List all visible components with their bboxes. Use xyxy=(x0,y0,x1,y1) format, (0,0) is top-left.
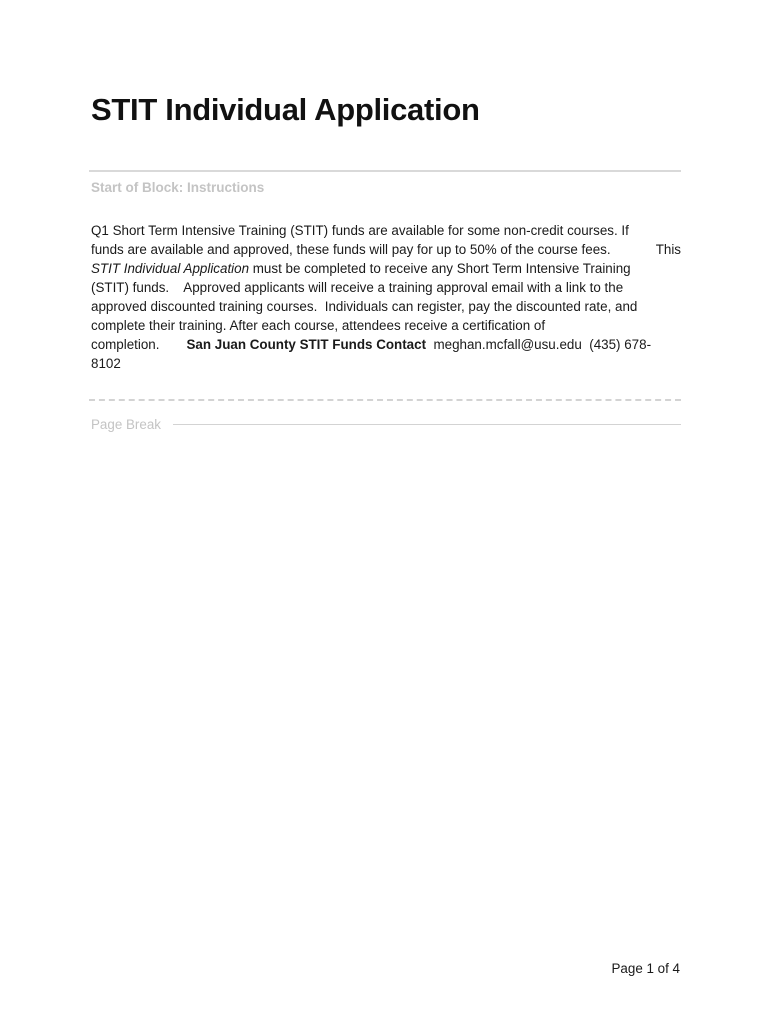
q1-line xyxy=(91,259,681,278)
q1-line-4: (STIT) funds. Approved applicants will receive a training approval email with a link to the xyxy=(91,280,624,295)
q1-line-2b: This xyxy=(655,242,681,257)
page-number: Page 1 of 4 xyxy=(611,961,680,976)
q1-line-1: Q1 Short Term Intensive Training (STIT) funds are available for some non-credit courses. If xyxy=(91,223,629,238)
q1-line-2a: funds are available and approved, these funds will pay for up to 50% of the course fees. xyxy=(91,242,611,257)
page-title: STIT Individual Application xyxy=(91,92,480,127)
q1-line xyxy=(91,278,681,297)
q1-line-7a: completion. xyxy=(91,337,160,352)
q1-line xyxy=(91,221,681,240)
q1-line-5: approved discounted training courses. Individuals can register, pay the discounted rate, and xyxy=(91,299,638,314)
block-label: Start of Block: Instructions xyxy=(91,180,265,195)
contact-label: San Juan County STIT Funds Contact xyxy=(186,337,427,352)
q1-line-8: 8102 xyxy=(91,356,121,371)
q1-line xyxy=(91,297,681,316)
q1-line-3-rest: must be completed to receive any Short Term Intensive Training xyxy=(249,261,631,276)
q1-line xyxy=(91,240,681,259)
q1-line xyxy=(91,335,681,354)
page-break-line xyxy=(173,424,681,425)
block-separator xyxy=(89,170,681,172)
contact-details: meghan.mcfall@usu.edu (435) 678- xyxy=(426,337,652,352)
question-q1-text xyxy=(91,221,681,373)
page-break xyxy=(91,417,681,432)
page-break-label: Page Break xyxy=(91,417,161,432)
block-end-separator xyxy=(89,399,681,401)
q1-line xyxy=(91,316,681,335)
q1-line-6: complete their training. After each course, attendees receive a certification of xyxy=(91,318,546,333)
q1-line xyxy=(91,354,681,373)
form-name-italic: STIT Individual Application xyxy=(91,261,250,276)
